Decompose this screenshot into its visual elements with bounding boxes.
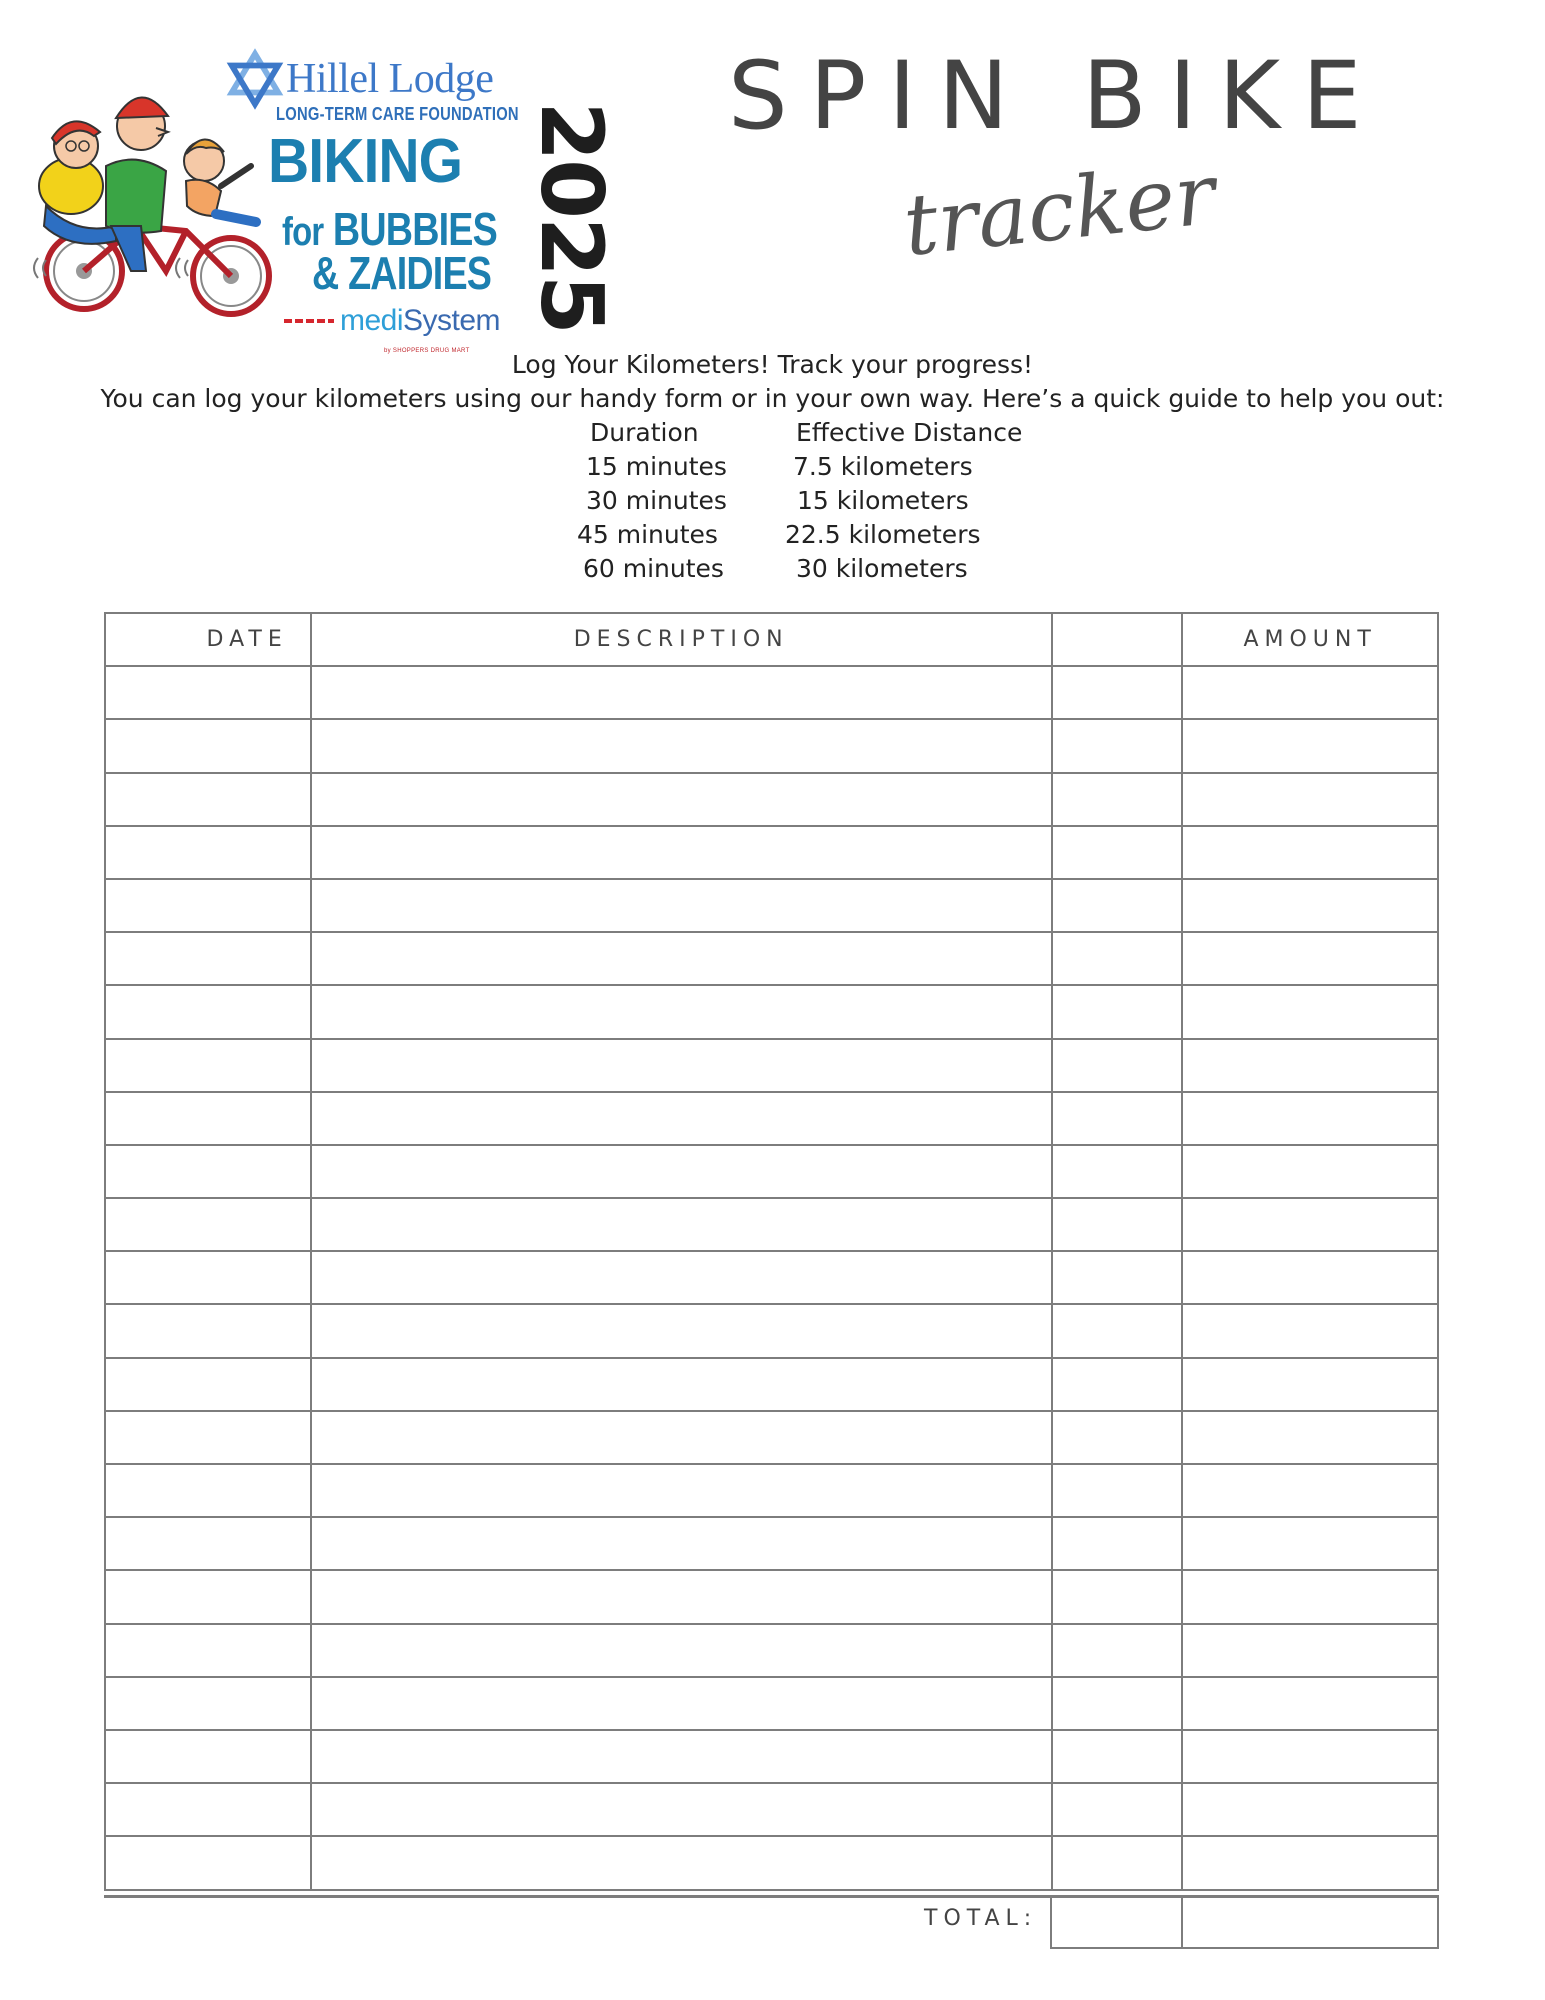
table-row	[105, 719, 1438, 772]
blank-cell[interactable]	[1052, 666, 1183, 719]
blank-cell[interactable]	[1052, 1783, 1183, 1836]
table-row	[105, 1783, 1438, 1836]
guide-duration: 45 minutes	[577, 520, 718, 549]
org-name: Hillel Lodge	[286, 56, 494, 102]
amount-cell[interactable]	[1182, 1251, 1438, 1304]
description-cell[interactable]	[311, 1783, 1052, 1836]
page-title-script-text: tracker	[899, 144, 1220, 275]
blank-cell[interactable]	[1052, 1730, 1183, 1783]
blank-cell[interactable]	[1052, 879, 1183, 932]
date-cell[interactable]	[105, 879, 311, 932]
guide-duration: 15 minutes	[586, 452, 727, 481]
description-cell[interactable]	[311, 1624, 1052, 1677]
description-cell[interactable]	[311, 932, 1052, 985]
description-cell[interactable]	[311, 1836, 1052, 1889]
description-cell[interactable]	[311, 1039, 1052, 1092]
date-cell[interactable]	[105, 773, 311, 826]
intro-heading: Log Your Kilometers! Track your progress!	[511, 350, 1034, 379]
description-cell[interactable]	[311, 1092, 1052, 1145]
sponsor-logo	[284, 304, 500, 338]
blank-cell[interactable]	[1052, 1039, 1183, 1092]
date-cell[interactable]	[105, 1358, 311, 1411]
blank-cell[interactable]	[1052, 1517, 1183, 1570]
amount-cell[interactable]	[1182, 1145, 1438, 1198]
date-cell[interactable]	[105, 1145, 311, 1198]
amount-cell[interactable]	[1182, 1517, 1438, 1570]
guide-header-duration: Duration	[590, 418, 699, 447]
event-year-text: 2025	[521, 101, 621, 333]
amount-cell[interactable]	[1182, 773, 1438, 826]
event-year	[521, 82, 621, 352]
column-header-description: DESCRIPTION	[311, 613, 1052, 666]
guide-distance: 7.5 kilometers	[793, 452, 973, 481]
table-row	[105, 1358, 1438, 1411]
table-header-row	[105, 613, 1438, 666]
description-cell[interactable]	[311, 1517, 1052, 1570]
description-cell[interactable]	[311, 1464, 1052, 1517]
amount-cell[interactable]	[1182, 1677, 1438, 1730]
date-cell[interactable]	[105, 1251, 311, 1304]
blank-cell[interactable]	[1052, 1677, 1183, 1730]
description-cell[interactable]	[311, 773, 1052, 826]
event-bubbies-word: BUBBIES	[332, 203, 497, 255]
total-field-amount[interactable]	[1181, 1896, 1439, 1949]
blank-cell[interactable]	[1052, 1145, 1183, 1198]
description-cell[interactable]	[311, 1304, 1052, 1357]
blank-cell[interactable]	[1052, 826, 1183, 879]
amount-cell[interactable]	[1182, 1783, 1438, 1836]
description-cell[interactable]	[311, 1570, 1052, 1623]
total-label: TOTAL:	[924, 1906, 1038, 1931]
description-cell[interactable]	[311, 1358, 1052, 1411]
sponsor-tagline: by SHOPPERS DRUG MART	[384, 348, 470, 354]
date-cell[interactable]	[105, 985, 311, 1038]
table-row	[105, 1198, 1438, 1251]
description-cell[interactable]	[311, 826, 1052, 879]
amount-cell[interactable]	[1182, 879, 1438, 932]
page-title: SPIN BIKE	[728, 42, 1384, 151]
description-cell[interactable]	[311, 1198, 1052, 1251]
date-cell[interactable]	[105, 1836, 311, 1889]
date-cell[interactable]	[105, 826, 311, 879]
amount-cell[interactable]	[1182, 1836, 1438, 1889]
amount-cell[interactable]	[1182, 1092, 1438, 1145]
sponsor-name	[340, 304, 500, 338]
date-cell[interactable]	[105, 1624, 311, 1677]
event-name-line1: BIKING	[268, 127, 463, 196]
table-row	[105, 1092, 1438, 1145]
date-cell[interactable]	[105, 1570, 311, 1623]
table-row	[105, 1039, 1438, 1092]
amount-cell[interactable]	[1182, 985, 1438, 1038]
guide-header-distance: Effective Distance	[796, 418, 1023, 447]
date-cell[interactable]	[105, 1304, 311, 1357]
total-field-left[interactable]	[1050, 1896, 1183, 1949]
sponsor-prefix: medi	[340, 304, 404, 337]
blank-cell[interactable]	[1052, 1836, 1183, 1889]
date-cell[interactable]	[105, 1411, 311, 1464]
blank-cell[interactable]	[1052, 985, 1183, 1038]
table-row	[105, 666, 1438, 719]
date-cell[interactable]	[105, 1783, 311, 1836]
table-row	[105, 879, 1438, 932]
amount-cell[interactable]	[1182, 1730, 1438, 1783]
org-logo	[226, 50, 493, 108]
date-cell[interactable]	[105, 1677, 311, 1730]
tracker-table	[104, 612, 1439, 1891]
blank-cell[interactable]	[1052, 1411, 1183, 1464]
blank-cell[interactable]	[1052, 773, 1183, 826]
table-row	[105, 1836, 1438, 1889]
date-cell[interactable]	[105, 1092, 311, 1145]
guide-distance: 30 kilometers	[796, 554, 968, 583]
table-row	[105, 1517, 1438, 1570]
date-cell[interactable]	[105, 932, 311, 985]
description-cell[interactable]	[311, 666, 1052, 719]
blank-cell[interactable]	[1052, 1198, 1183, 1251]
date-cell[interactable]	[105, 1198, 311, 1251]
guide-duration: 30 minutes	[586, 486, 727, 515]
amount-cell[interactable]	[1182, 1411, 1438, 1464]
org-subtitle: LONG-TERM CARE FOUNDATION	[276, 104, 519, 124]
table-row	[105, 1304, 1438, 1357]
description-cell[interactable]	[311, 1730, 1052, 1783]
amount-cell[interactable]	[1182, 1464, 1438, 1517]
date-cell[interactable]	[105, 1517, 311, 1570]
column-header-amount: AMOUNT	[1182, 613, 1438, 666]
date-cell[interactable]	[105, 1464, 311, 1517]
blank-cell[interactable]	[1052, 1358, 1183, 1411]
amount-cell[interactable]	[1182, 1570, 1438, 1623]
column-header-blank	[1052, 613, 1183, 666]
table-row	[105, 1411, 1438, 1464]
description-cell[interactable]	[311, 879, 1052, 932]
date-cell[interactable]	[105, 1039, 311, 1092]
column-header-date: DATE	[105, 613, 311, 666]
table-row	[105, 1464, 1438, 1517]
amount-cell[interactable]	[1182, 826, 1438, 879]
description-cell[interactable]	[311, 1677, 1052, 1730]
amount-cell[interactable]	[1182, 932, 1438, 985]
table-row	[105, 1570, 1438, 1623]
tracker-table-body	[105, 666, 1438, 1889]
table-row	[105, 1730, 1438, 1783]
table-row	[105, 1251, 1438, 1304]
table-row	[105, 1677, 1438, 1730]
table-row	[105, 985, 1438, 1038]
amount-cell[interactable]	[1182, 719, 1438, 772]
sponsor-suffix: System	[403, 304, 501, 337]
description-cell[interactable]	[311, 719, 1052, 772]
table-row	[105, 826, 1438, 879]
intro-text: You can log your kilometers using our handy form or in your own way. Here’s a quick guide to help you out:	[100, 384, 1445, 413]
guide-duration: 60 minutes	[583, 554, 724, 583]
guide-distance: 22.5 kilometers	[785, 520, 981, 549]
blank-cell[interactable]	[1052, 1092, 1183, 1145]
blank-cell[interactable]	[1052, 1464, 1183, 1517]
event-for-word: for	[282, 210, 324, 254]
date-cell[interactable]	[105, 719, 311, 772]
blank-cell[interactable]	[1052, 1624, 1183, 1677]
date-cell[interactable]	[105, 1730, 311, 1783]
description-cell[interactable]	[311, 1411, 1052, 1464]
blank-cell[interactable]	[1052, 1304, 1183, 1357]
amount-cell[interactable]	[1182, 666, 1438, 719]
event-logo	[16, 36, 621, 354]
event-name-line3: & ZAIDIES	[312, 247, 492, 299]
description-cell[interactable]	[311, 1251, 1052, 1304]
amount-cell[interactable]	[1182, 1198, 1438, 1251]
guide-distance: 15 kilometers	[797, 486, 969, 515]
table-row	[105, 1145, 1438, 1198]
sponsor-dash-icon	[284, 319, 334, 323]
page-title-script	[899, 142, 1220, 292]
star-of-david-icon	[226, 50, 284, 108]
amount-cell[interactable]	[1182, 1304, 1438, 1357]
blank-cell[interactable]	[1052, 719, 1183, 772]
blank-cell[interactable]	[1052, 932, 1183, 985]
date-cell[interactable]	[105, 666, 311, 719]
blank-cell[interactable]	[1052, 1570, 1183, 1623]
amount-cell[interactable]	[1182, 1039, 1438, 1092]
table-row	[105, 1624, 1438, 1677]
blank-cell[interactable]	[1052, 1251, 1183, 1304]
table-row	[105, 932, 1438, 985]
description-cell[interactable]	[311, 1145, 1052, 1198]
amount-cell[interactable]	[1182, 1624, 1438, 1677]
amount-cell[interactable]	[1182, 1358, 1438, 1411]
table-row	[105, 773, 1438, 826]
description-cell[interactable]	[311, 985, 1052, 1038]
